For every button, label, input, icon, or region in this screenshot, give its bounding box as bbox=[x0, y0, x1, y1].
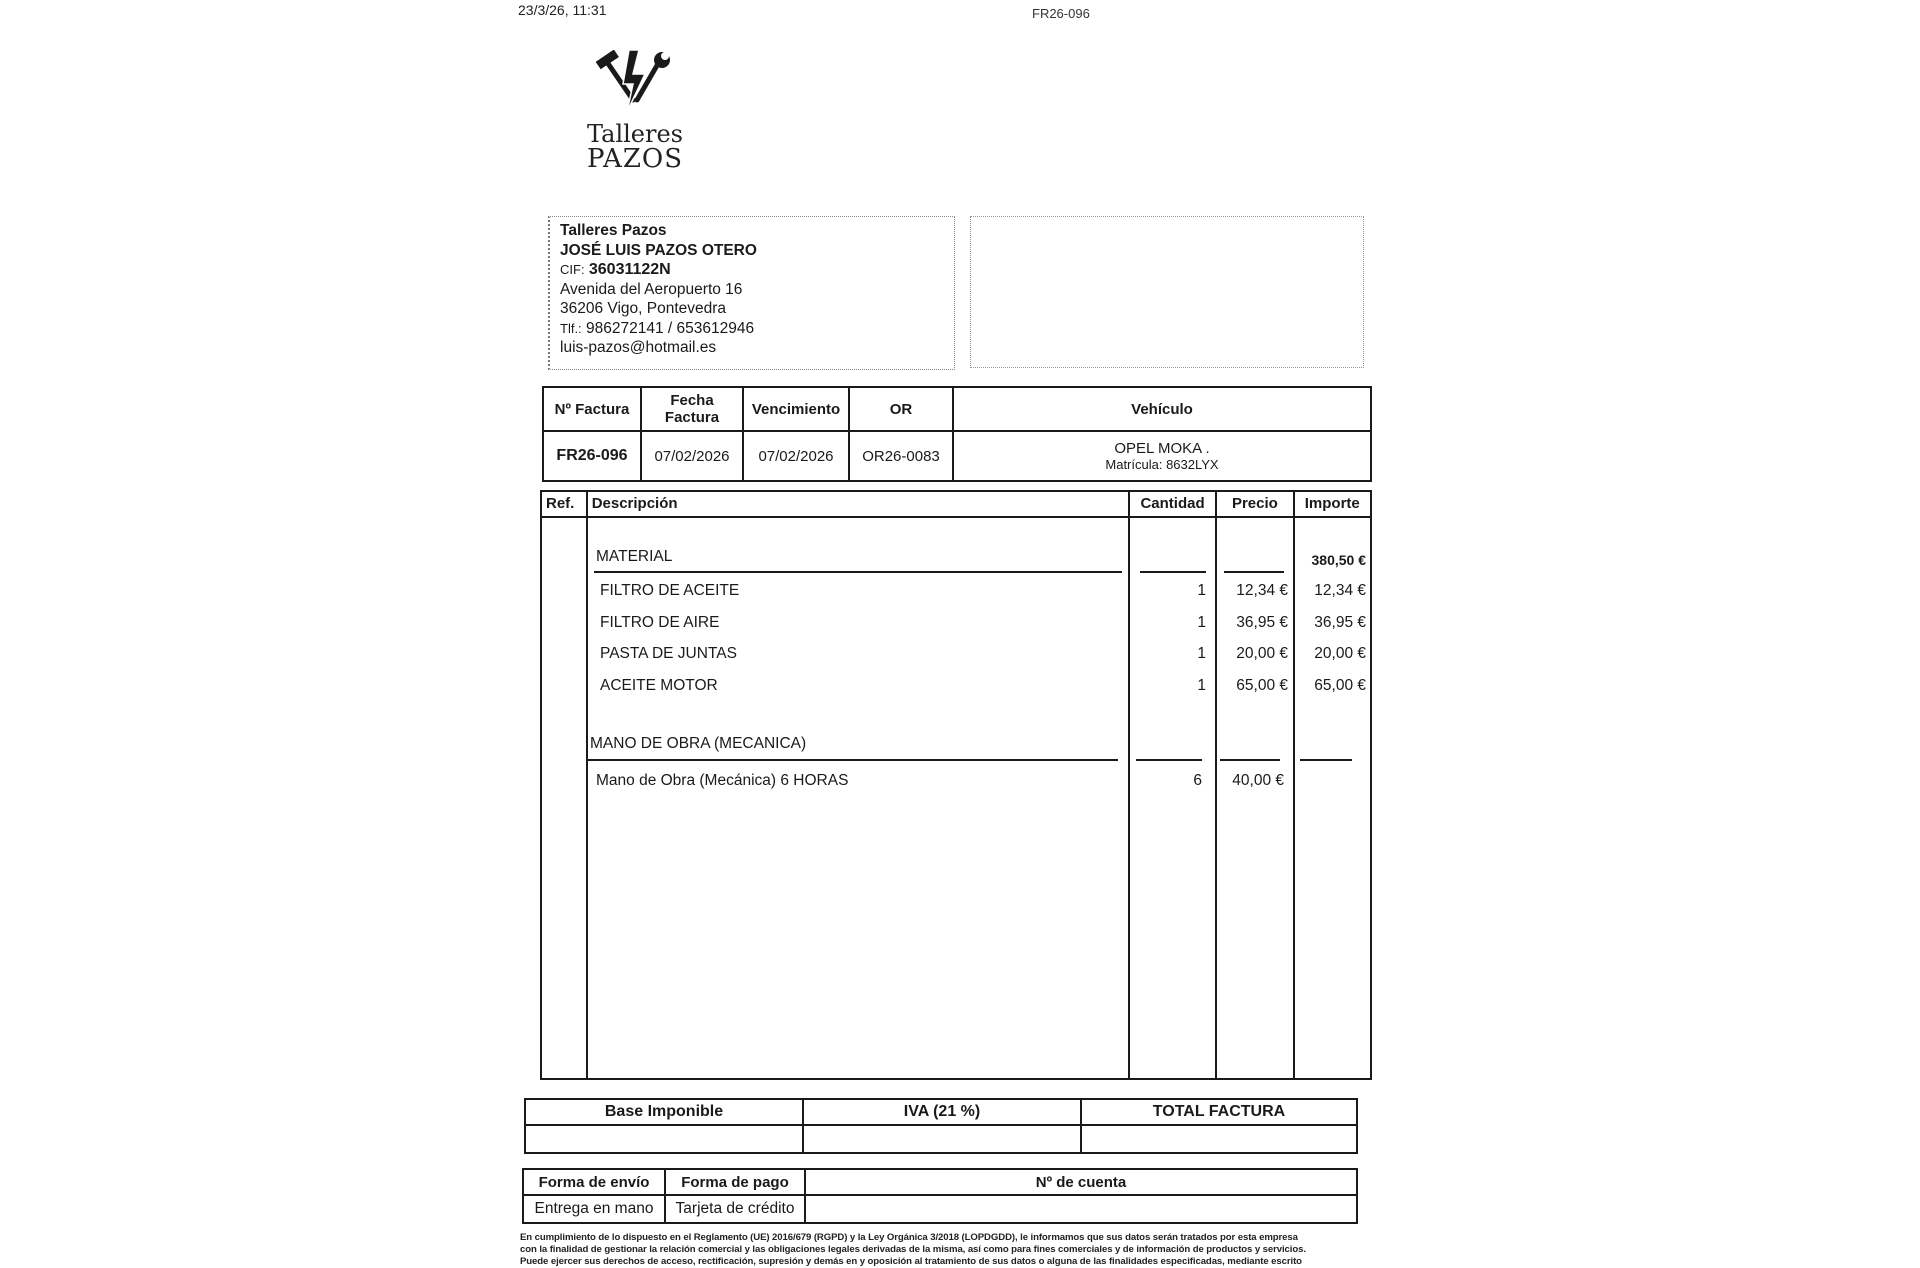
cif-value: 36031122N bbox=[588, 261, 671, 278]
cif-label: CIF: bbox=[560, 262, 585, 277]
header-forma-envio: Forma de envío bbox=[523, 1169, 665, 1195]
company-logo bbox=[575, 50, 695, 175]
total-factura-value bbox=[1081, 1125, 1357, 1153]
header-precio: Precio bbox=[1216, 491, 1293, 517]
logo-text-pazos: PAZOS bbox=[586, 144, 684, 174]
item-description: PASTA DE JUNTAS bbox=[600, 645, 737, 662]
issuer-address2: 36206 Vigo, Pontevedra bbox=[560, 300, 727, 317]
forma-envio-value: Entrega en mano bbox=[523, 1195, 665, 1223]
header-descripcion: Descripción bbox=[587, 491, 1129, 517]
legal-line-3: Puede ejercer sus derechos de acceso, rectificación, supresión y demás en y oposición al tratamiento de sus datos o alguna de las finalidades especificadas, mediante escrito bbox=[520, 1256, 1302, 1267]
invoice-date: 07/02/2026 bbox=[641, 431, 743, 481]
quantity-column bbox=[1129, 517, 1216, 1079]
amount-column bbox=[1294, 517, 1372, 1079]
price-column bbox=[1216, 517, 1293, 1079]
item-quantity: 1 bbox=[1197, 676, 1206, 694]
header-numero-cuenta: Nº de cuenta bbox=[805, 1169, 1357, 1195]
header-fecha-text: Fecha Factura bbox=[664, 392, 720, 426]
header-fecha bbox=[641, 387, 743, 431]
forma-pago-value: Tarjeta de crédito bbox=[665, 1195, 805, 1223]
logo-text-talleres: Talleres bbox=[587, 120, 683, 148]
ref-column bbox=[541, 517, 587, 1079]
labor-underline-precio bbox=[1220, 759, 1280, 761]
header-or: OR bbox=[849, 387, 953, 431]
item-amount: 12,34 € bbox=[1314, 582, 1366, 599]
item-quantity: 1 bbox=[1197, 645, 1206, 662]
vehicle-cell bbox=[953, 431, 1371, 481]
iva-value bbox=[803, 1125, 1081, 1153]
section-material-underline bbox=[594, 571, 1122, 573]
item-quantity: 6 bbox=[1193, 772, 1202, 789]
item-quantity: 1 bbox=[1197, 582, 1206, 599]
item-price: 12,34 € bbox=[1236, 582, 1288, 599]
legal-line-2: con la finalidad de gestionar la relación comercial y las obligaciones legales derivadas de la misma, así como para fines comerciales y de información de productos y servicios. bbox=[520, 1244, 1306, 1255]
issuer-phone bbox=[560, 319, 757, 339]
print-doc-ref: FR26-096 bbox=[1032, 6, 1090, 21]
header-forma-pago: Forma de pago bbox=[665, 1169, 805, 1195]
invoice-info-table bbox=[542, 386, 1372, 482]
item-description: ACEITE MOTOR bbox=[600, 676, 718, 694]
item-description: Mano de Obra (Mecánica) 6 HORAS bbox=[596, 772, 849, 789]
material-underline-precio bbox=[1224, 571, 1284, 573]
item-price: 20,00 € bbox=[1236, 645, 1288, 662]
vehicle-plate: Matrícula: 8632LYX bbox=[1105, 457, 1219, 472]
description-column bbox=[587, 517, 1129, 1079]
issuer-email: luis-pazos@hotmail.es bbox=[560, 339, 717, 356]
hammer-wrench-lightning-icon bbox=[593, 50, 677, 116]
issuer-address1: Avenida del Aeropuerto 16 bbox=[560, 280, 743, 298]
section-labor-title: MANO DE OBRA (MECANICA) bbox=[590, 735, 807, 752]
item-price: 65,00 € bbox=[1236, 676, 1288, 694]
labor-underline-importe bbox=[1300, 759, 1352, 761]
invoice-or: OR26-0083 bbox=[849, 431, 953, 481]
item-amount: 20,00 € bbox=[1314, 645, 1366, 662]
numero-cuenta-value bbox=[805, 1195, 1357, 1223]
section-labor-underline bbox=[588, 759, 1118, 761]
issuer-box bbox=[548, 216, 955, 370]
phone-value: 986272141 / 653612946 bbox=[585, 319, 755, 337]
phone-label: Tlf.: bbox=[560, 320, 582, 336]
item-amount: 36,95 € bbox=[1314, 613, 1366, 631]
item-quantity: 1 bbox=[1197, 613, 1206, 631]
payment-table bbox=[522, 1168, 1358, 1224]
invoice-number: FR26-096 bbox=[543, 431, 641, 481]
material-total: 380,50 € bbox=[1311, 552, 1366, 568]
item-amount: 65,00 € bbox=[1314, 676, 1366, 694]
item-price: 40,00 € bbox=[1232, 772, 1284, 789]
legal-notice bbox=[520, 1232, 1362, 1268]
recipient-box bbox=[970, 216, 1364, 368]
legal-line-1: En cumplimiento de lo dispuesto en el Reglamento (UE) 2016/679 (RGPD) y la Ley Orgánica 3/2018 (LOPDGDD), le informamos que sus datos serán tratados por esta empresa bbox=[520, 1232, 1298, 1243]
header-base-imponible: Base Imponible bbox=[525, 1099, 803, 1125]
item-description: FILTRO DE ACEITE bbox=[600, 582, 740, 599]
material-underline-cantidad bbox=[1140, 571, 1206, 573]
vehicle-model: OPEL MOKA . bbox=[1114, 440, 1210, 457]
header-numero: Nº Factura bbox=[543, 387, 641, 431]
header-cantidad: Cantidad bbox=[1129, 491, 1216, 517]
invoice-due-date: 07/02/2026 bbox=[743, 431, 849, 481]
issuer-cif bbox=[560, 260, 757, 280]
print-timestamp: 23/3/26, 11:31 bbox=[518, 2, 607, 18]
issuer-company: Talleres Pazos bbox=[560, 222, 667, 239]
section-material-title: MATERIAL bbox=[596, 548, 673, 565]
header-total-factura: TOTAL FACTURA bbox=[1081, 1099, 1357, 1125]
header-vencimiento: Vencimiento bbox=[743, 387, 849, 431]
issuer-owner: JOSÉ LUIS PAZOS OTERO bbox=[560, 241, 757, 259]
header-vehiculo: Vehículo bbox=[953, 387, 1371, 431]
item-description: FILTRO DE AIRE bbox=[600, 613, 720, 631]
totals-table bbox=[524, 1098, 1358, 1154]
header-importe: Importe bbox=[1294, 491, 1372, 517]
item-price: 36,95 € bbox=[1236, 613, 1288, 631]
base-imponible-value bbox=[525, 1125, 803, 1153]
header-ref: Ref. bbox=[541, 491, 587, 517]
labor-underline-cantidad bbox=[1136, 759, 1202, 761]
header-iva: IVA (21 %) bbox=[803, 1099, 1081, 1125]
